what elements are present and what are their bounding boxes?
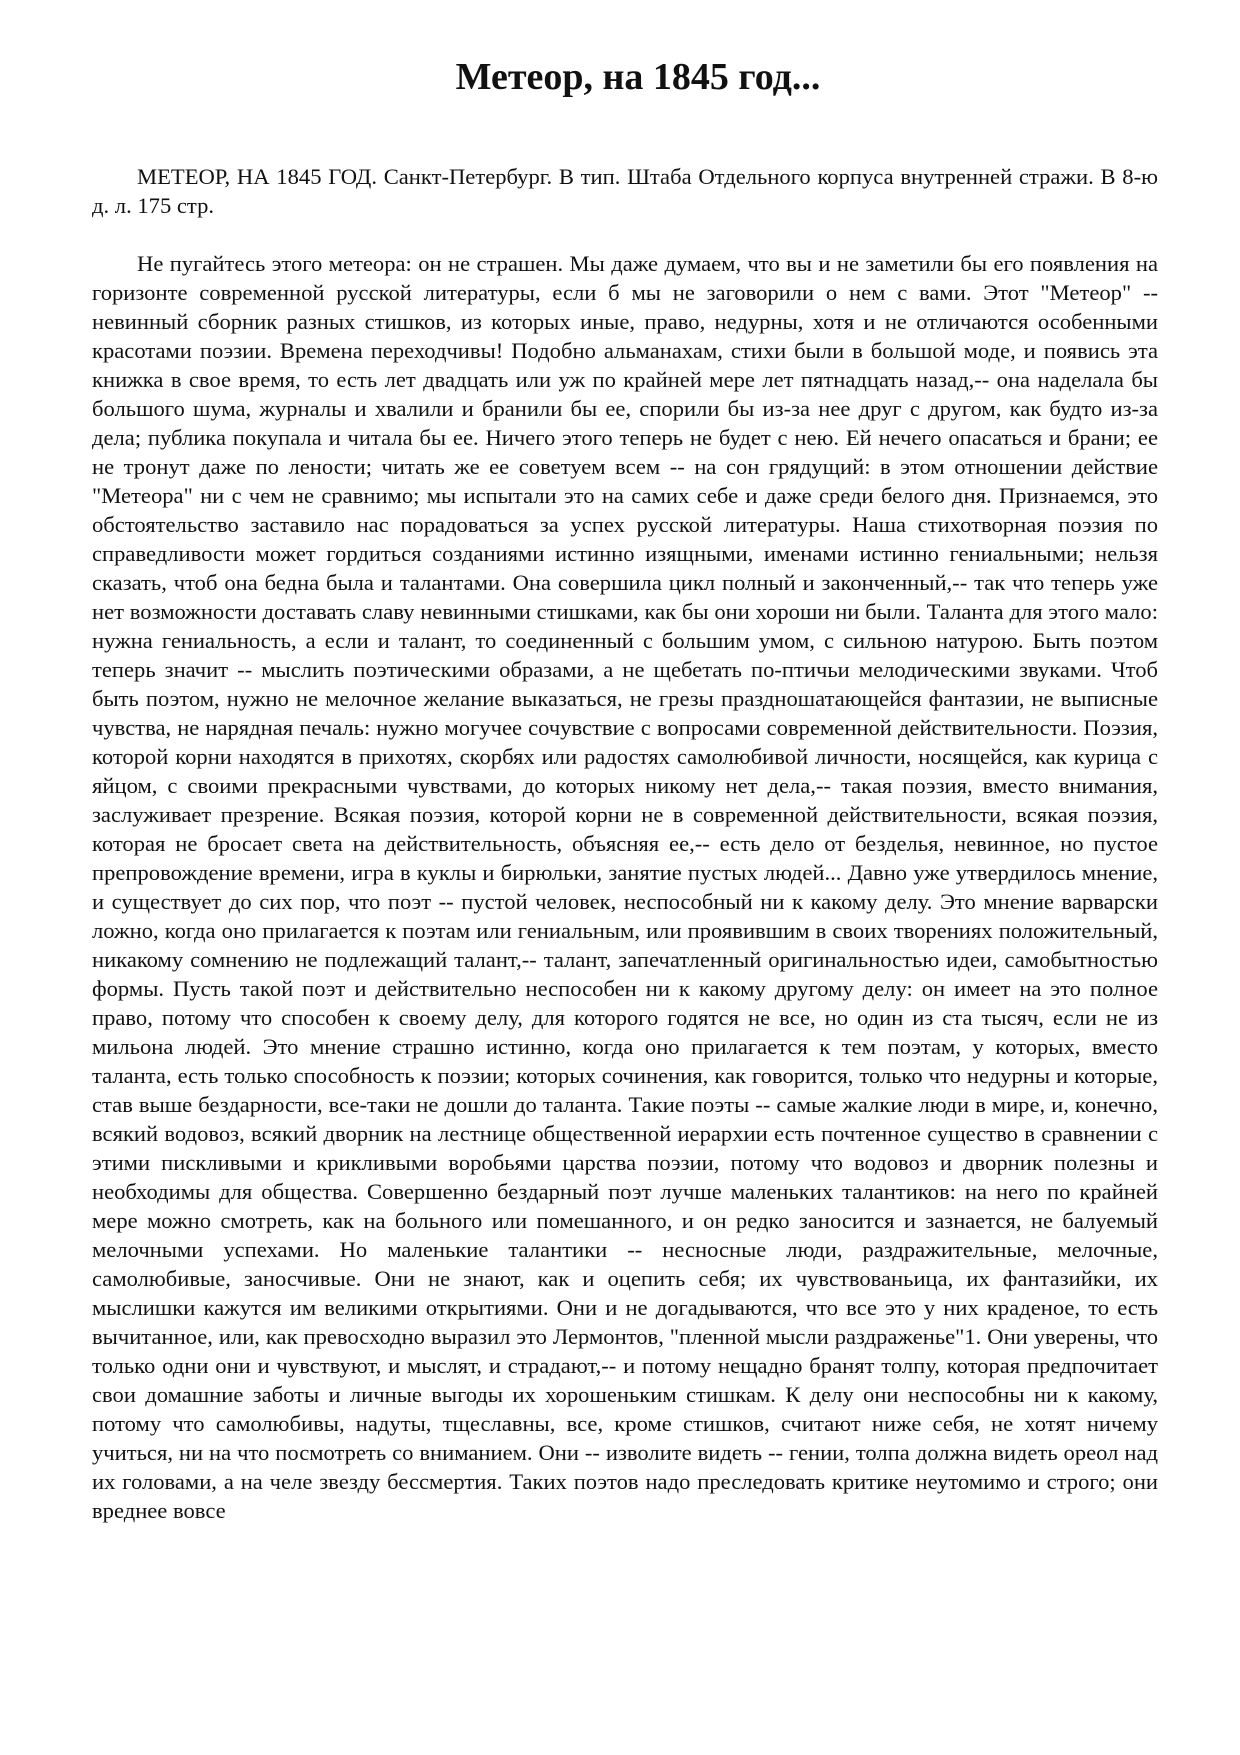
publication-info-paragraph: МЕТЕОР, НА 1845 ГОД. Санкт-Петербург. В тип. Штаба Отдельного корпуса внутренней стражи. В 8-ю д. л. 175 стр. (92, 164, 1158, 218)
article-body (92, 162, 1158, 1525)
page-title: Метеор, на 1845 год... (455, 56, 821, 98)
main-text-paragraph: Не пугайтесь этого метеора: он не страшен. Мы даже думаем, что вы и не заметили бы его появления на горизонте современной русской литературы, если б мы не заговорили о нем с вами. Этот "Метеор" -- невинный сборник разных стишков, из которых иные, право, недурны, хотя и не отличаются особенными красотами поэзии. Времена переходчивы! Подобно альманахам, стихи были в большой моде, и появись эта книжка в свое время, то есть лет двадцать или уж по крайней мере лет пятнадцать назад,-- она наделала бы большого шума, журналы и хвалили и бранили бы ее, спорили бы из-за нее друг с другом, как будто из-за дела; публика покупала и читала бы ее. Ничего этого теперь не будет с нею. Ей нечего опасаться и брани; ее не тронут даже по лености; читать же ее советуем всем -- на сон грядущий: в этом отношении действие "Метеора" ни с чем не сравнимо; мы испытали это на самих себе и даже среди белого дня. Признаемся, это обстоятельство заставило нас порадоваться за успех русской литературы. Наша стихотворная поэзия по справедливости может гордиться созданиями истинно изящными, именами истинно гениальными; нельзя сказать, чтоб она бедна была и талантами. Она совершила цикл полный и законченный,-- так что теперь уже нет возможности доставать славу невинными стишками, как бы они хороши ни были. Таланта для этого мало: нужна гениальность, а если и талант, то соединенный с большим умом, с сильною натурою. Быть поэтом теперь значит -- мыслить поэтическими образами, а не щебетать по-птичьи мелодическими звуками. Чтоб быть поэтом, нужно не мелочное желание выказаться, не грезы праздношатающейся фантазии, не выписные чувства, не нарядная печаль: нужно могучее сочувствие с вопросами современной действительности. Поэзия, которой корни находятся в прихотях, скорбях или радостях самолюбивой личности, носящейся, как курица с яйцом, с своими прекрасными чувствами, до которых никому нет дела,-- такая поэзия, вместо внимания, заслуживает презрение. Всякая поэзия, которой корни не в современной действительности, всякая поэзия, которая не бросает света на действительность, объясняя ее,-- есть дело от безделья, невинное, но пустое препровождение времени, игра в куклы и бирюльки, занятие пустых людей... Давно уже утвердилось мнение, и существует до сих пор, что поэт -- пустой человек, неспособный ни к какому делу. Это мнение варварски ложно, когда оно прилагается к поэтам или гениальным, или проявившим в своих творениях положительный, никакому сомнению не подлежащий талант,-- талант, запечатленный оригинальностью идеи, самобытностью формы. Пусть такой поэт и действительно неспособен ни к какому другому делу: он имеет на это полное право, потому что способен к своему делу, для которого годятся не все, но один из ста тысяч, если не из мильона людей. Это мнение страшно истинно, когда оно прилагается к тем поэтам, у которых, вместо таланта, есть только способность к поэзии; которых сочинения, как говорится, только что недурны и которые, став выше бездарности, все-таки не дошли до таланта. Такие поэты -- самые жалкие люди в мире, и, конечно, всякий водовоз, всякий дворник на лестнице общественной иерархии есть почтенное существо в сравнении с этими пискливыми и крикливыми воробьями царства поэзии, потому что водовоз и дворник полезны и необходимы для общества. Совершенно бездарный поэт лучше маленьких талантиков: на него по крайней мере можно смотреть, как на больного или помешанного, и он редко заносится и зазнается, не балуемый мелочными успехами. Но маленькие талантики -- несносные люди, раздражительные, мелочные, самолюбивые, заносчивые. Они не знают, как и оцепить себя; их чувствованьица, их фантазийки, их мыслишки кажутся им великими открытиями. Они и не догадываются, что все это у них краденое, то есть вычитанное, или, как превосходно выразил это Лермонтов, "пленной мысли раздраженье"1. Они уверены, что только одни они и чувствуют, и мыслят, и страдают,-- и потому нещадно бранят толпу, которая предпочитает свои домашние заботы и личные выгоды их хорошеньким стишкам. К делу они неспособны ни к какому, потому что самолюбивы, надуты, тщеславны, все, кроме стишков, считают ниже себя, не хотят ничему учиться, ни на что посмотреть со вниманием. Они -- изволите видеть -- гении, толпа должна видеть ореол над их головами, а на челе звезду бессмертия. Таких поэтов надо преследовать критике неутомимо и строго; они вреднее вовсе (92, 251, 1158, 1523)
